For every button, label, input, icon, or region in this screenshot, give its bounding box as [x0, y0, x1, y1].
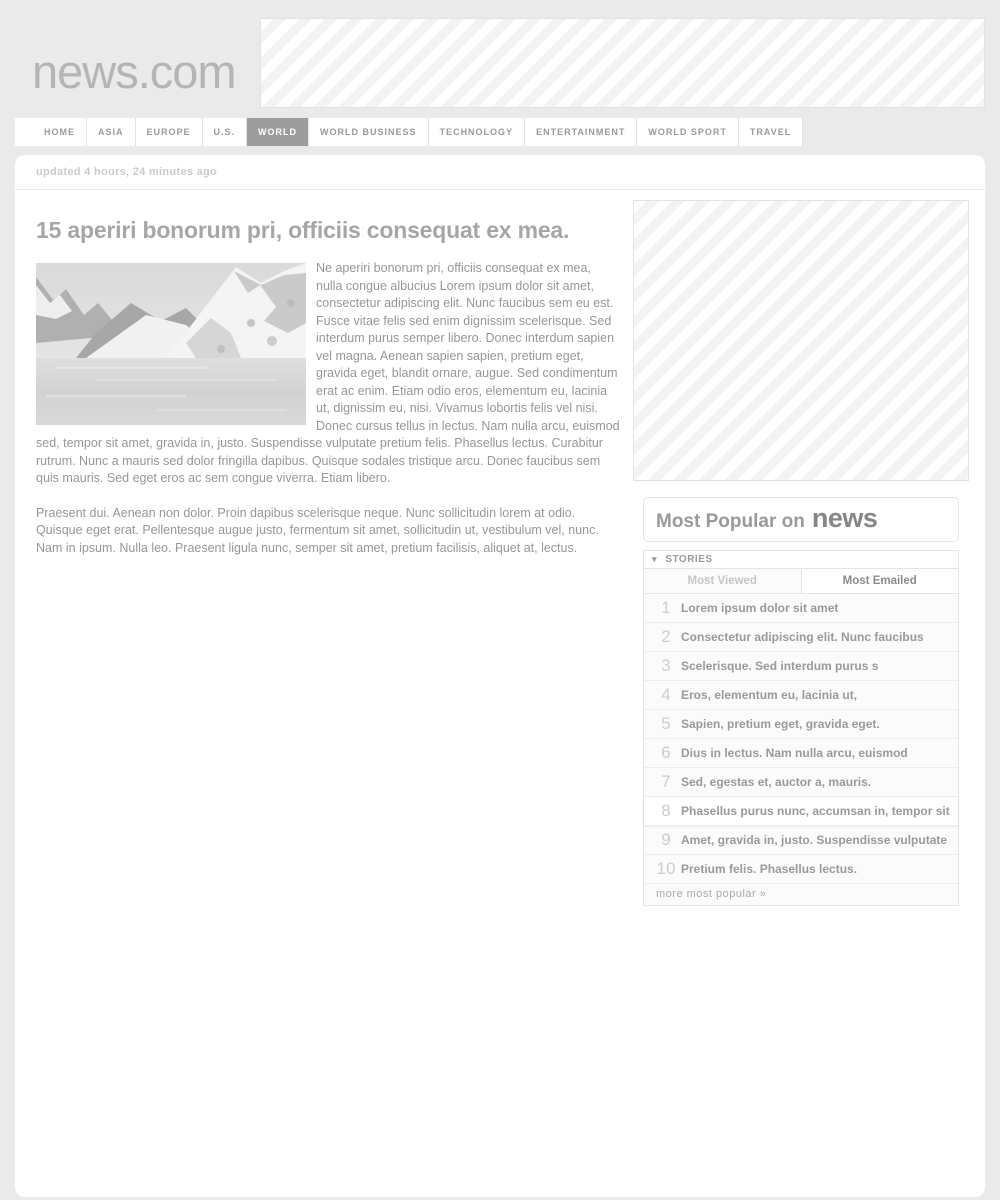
story-list-item[interactable]: [644, 681, 958, 710]
story-title: Sed, egestas et, auctor a, mauris.: [681, 775, 872, 789]
nav-tab[interactable]: WORLD SPORT: [637, 118, 739, 146]
sidebar-ad-placeholder: [633, 200, 969, 481]
story-rank: 7: [661, 772, 671, 791]
story-rank: 5: [661, 714, 671, 733]
nav-tab[interactable]: HOME: [33, 118, 87, 146]
most-popular-header: [643, 497, 959, 542]
article-paragraph-1: Ne aperiri bonorum pri, officiis consequat ex mea, nulla congue albucius Lorem ipsum dolor sit amet, consectetur adipiscing elit. Nunc faucibus sem eu est. Fusce vitae felis sed enim dignissim scelerisque. Sed interdum purus semper libero. Donec interdum sapien vel magna. Aenean sapien sapien, pretium eget, gravida eget, blandit ornare, augue. Sed condimentum erat ac enim. Etiam odio eros, elementum eu, lacinia ut, dignissim eu, nisi. Vivamus lobortis felis vel nisi. Donec cursus tellus in lectus. Nam nulla arcu, euismod sed, tempor sit amet, gravida in, justo. Suspendisse vulputate pretium felis. Phasellus lectus. Curabitur rutrum. Nunc a mauris sed dolor fringilla dapibus. Quisque sodales tristique arcu. Donec faucibus sem quis mauris. Sed eget eros ac sem congue viverra. Etiam libero.: [36, 261, 620, 485]
story-list-item[interactable]: [644, 768, 958, 797]
story-list-item[interactable]: [644, 652, 958, 681]
story-title: Dius in lectus. Nam nulla arcu, euismod: [681, 746, 908, 760]
story-rank: 2: [661, 627, 671, 646]
more-most-popular-link[interactable]: more most popular »: [644, 884, 958, 905]
nav-tab[interactable]: EUROPE: [136, 118, 203, 146]
stories-section-label: STORIES: [665, 554, 713, 565]
article-paragraph-2: Praesent dui. Aenean non dolor. Proin dapibus scelerisque neque. Nunc sollicitudin lorem at odio. Quisque eget erat. Pellentesque augue justo, fermentum sit amet, sollicitudin ut, vestibulum vel, nunc. Nam in ipsum. Nulla leo. Praesent ligula nunc, semper sit amet, pretium facilisis, aliquet at, lectus.: [36, 505, 599, 555]
most-popular-tab[interactable]: Most Emailed: [801, 569, 959, 593]
updated-bar: [15, 155, 985, 190]
story-list-item[interactable]: [644, 594, 958, 623]
nav-tab[interactable]: TECHNOLOGY: [429, 118, 526, 146]
nav-lead: [15, 118, 33, 146]
nav-tab[interactable]: ENTERTAINMENT: [525, 118, 637, 146]
most-popular-panel: [643, 550, 959, 906]
chevron-down-icon: ▾: [652, 554, 658, 564]
article-image: [36, 263, 306, 425]
article: [36, 203, 620, 574]
main-nav: [15, 118, 803, 146]
most-popular-tab[interactable]: Most Viewed: [644, 569, 801, 593]
story-title: Pretium felis. Phasellus lectus.: [681, 862, 858, 876]
story-title: Amet, gravida in, justo. Suspendisse vulputate: [681, 833, 948, 847]
story-list-item[interactable]: [644, 710, 958, 739]
content-panel: [15, 155, 985, 1197]
nav-tab[interactable]: TRAVEL: [739, 118, 803, 146]
most-popular-brand: news: [811, 503, 878, 533]
story-rank: 10: [656, 859, 676, 878]
story-title: Scelerisque. Sed interdum purus s: [681, 659, 879, 673]
leaderboard-ad-placeholder: [260, 18, 985, 108]
story-title: Consectetur adipiscing elit. Nunc faucibus: [681, 630, 924, 644]
most-popular-tabs: [644, 569, 958, 594]
story-title: Phasellus purus nunc, accumsan in, tempor sit: [681, 804, 950, 818]
story-rank: 3: [661, 656, 671, 675]
story-list-item[interactable]: [644, 623, 958, 652]
story-title: Lorem ipsum dolor sit amet: [681, 601, 839, 615]
story-rank: 4: [661, 685, 671, 704]
story-title: Sapien, pretium eget, gravida eget.: [681, 717, 880, 731]
story-list-item[interactable]: [644, 739, 958, 768]
story-title: Eros, elementum eu, lacinia ut,: [681, 688, 858, 702]
nav-tab[interactable]: WORLD: [247, 118, 309, 146]
updated-text: updated 4 hours, 24 minutes ago: [36, 166, 218, 178]
nav-tab[interactable]: WORLD BUSINESS: [309, 118, 429, 146]
nav-tabs: [33, 118, 803, 146]
story-list-item[interactable]: [644, 855, 958, 884]
story-rank: 1: [661, 598, 671, 617]
nav-tab[interactable]: ASIA: [87, 118, 136, 146]
nav-tab[interactable]: U.S.: [203, 118, 248, 146]
story-rank: 8: [661, 801, 671, 820]
story-rank: 9: [661, 830, 671, 849]
site-logo[interactable]: news.com: [32, 45, 236, 98]
stories-section-toggle[interactable]: [644, 551, 958, 569]
story-list-item[interactable]: [644, 826, 958, 855]
most-popular-list: [644, 594, 958, 884]
story-rank: 6: [661, 743, 671, 762]
article-headline: 15 aperiri bonorum pri, officiis consequat ex mea.: [36, 217, 570, 243]
most-popular-title: Most Popular on: [656, 511, 805, 532]
story-list-item[interactable]: [644, 797, 958, 826]
sidebar: [633, 200, 969, 906]
